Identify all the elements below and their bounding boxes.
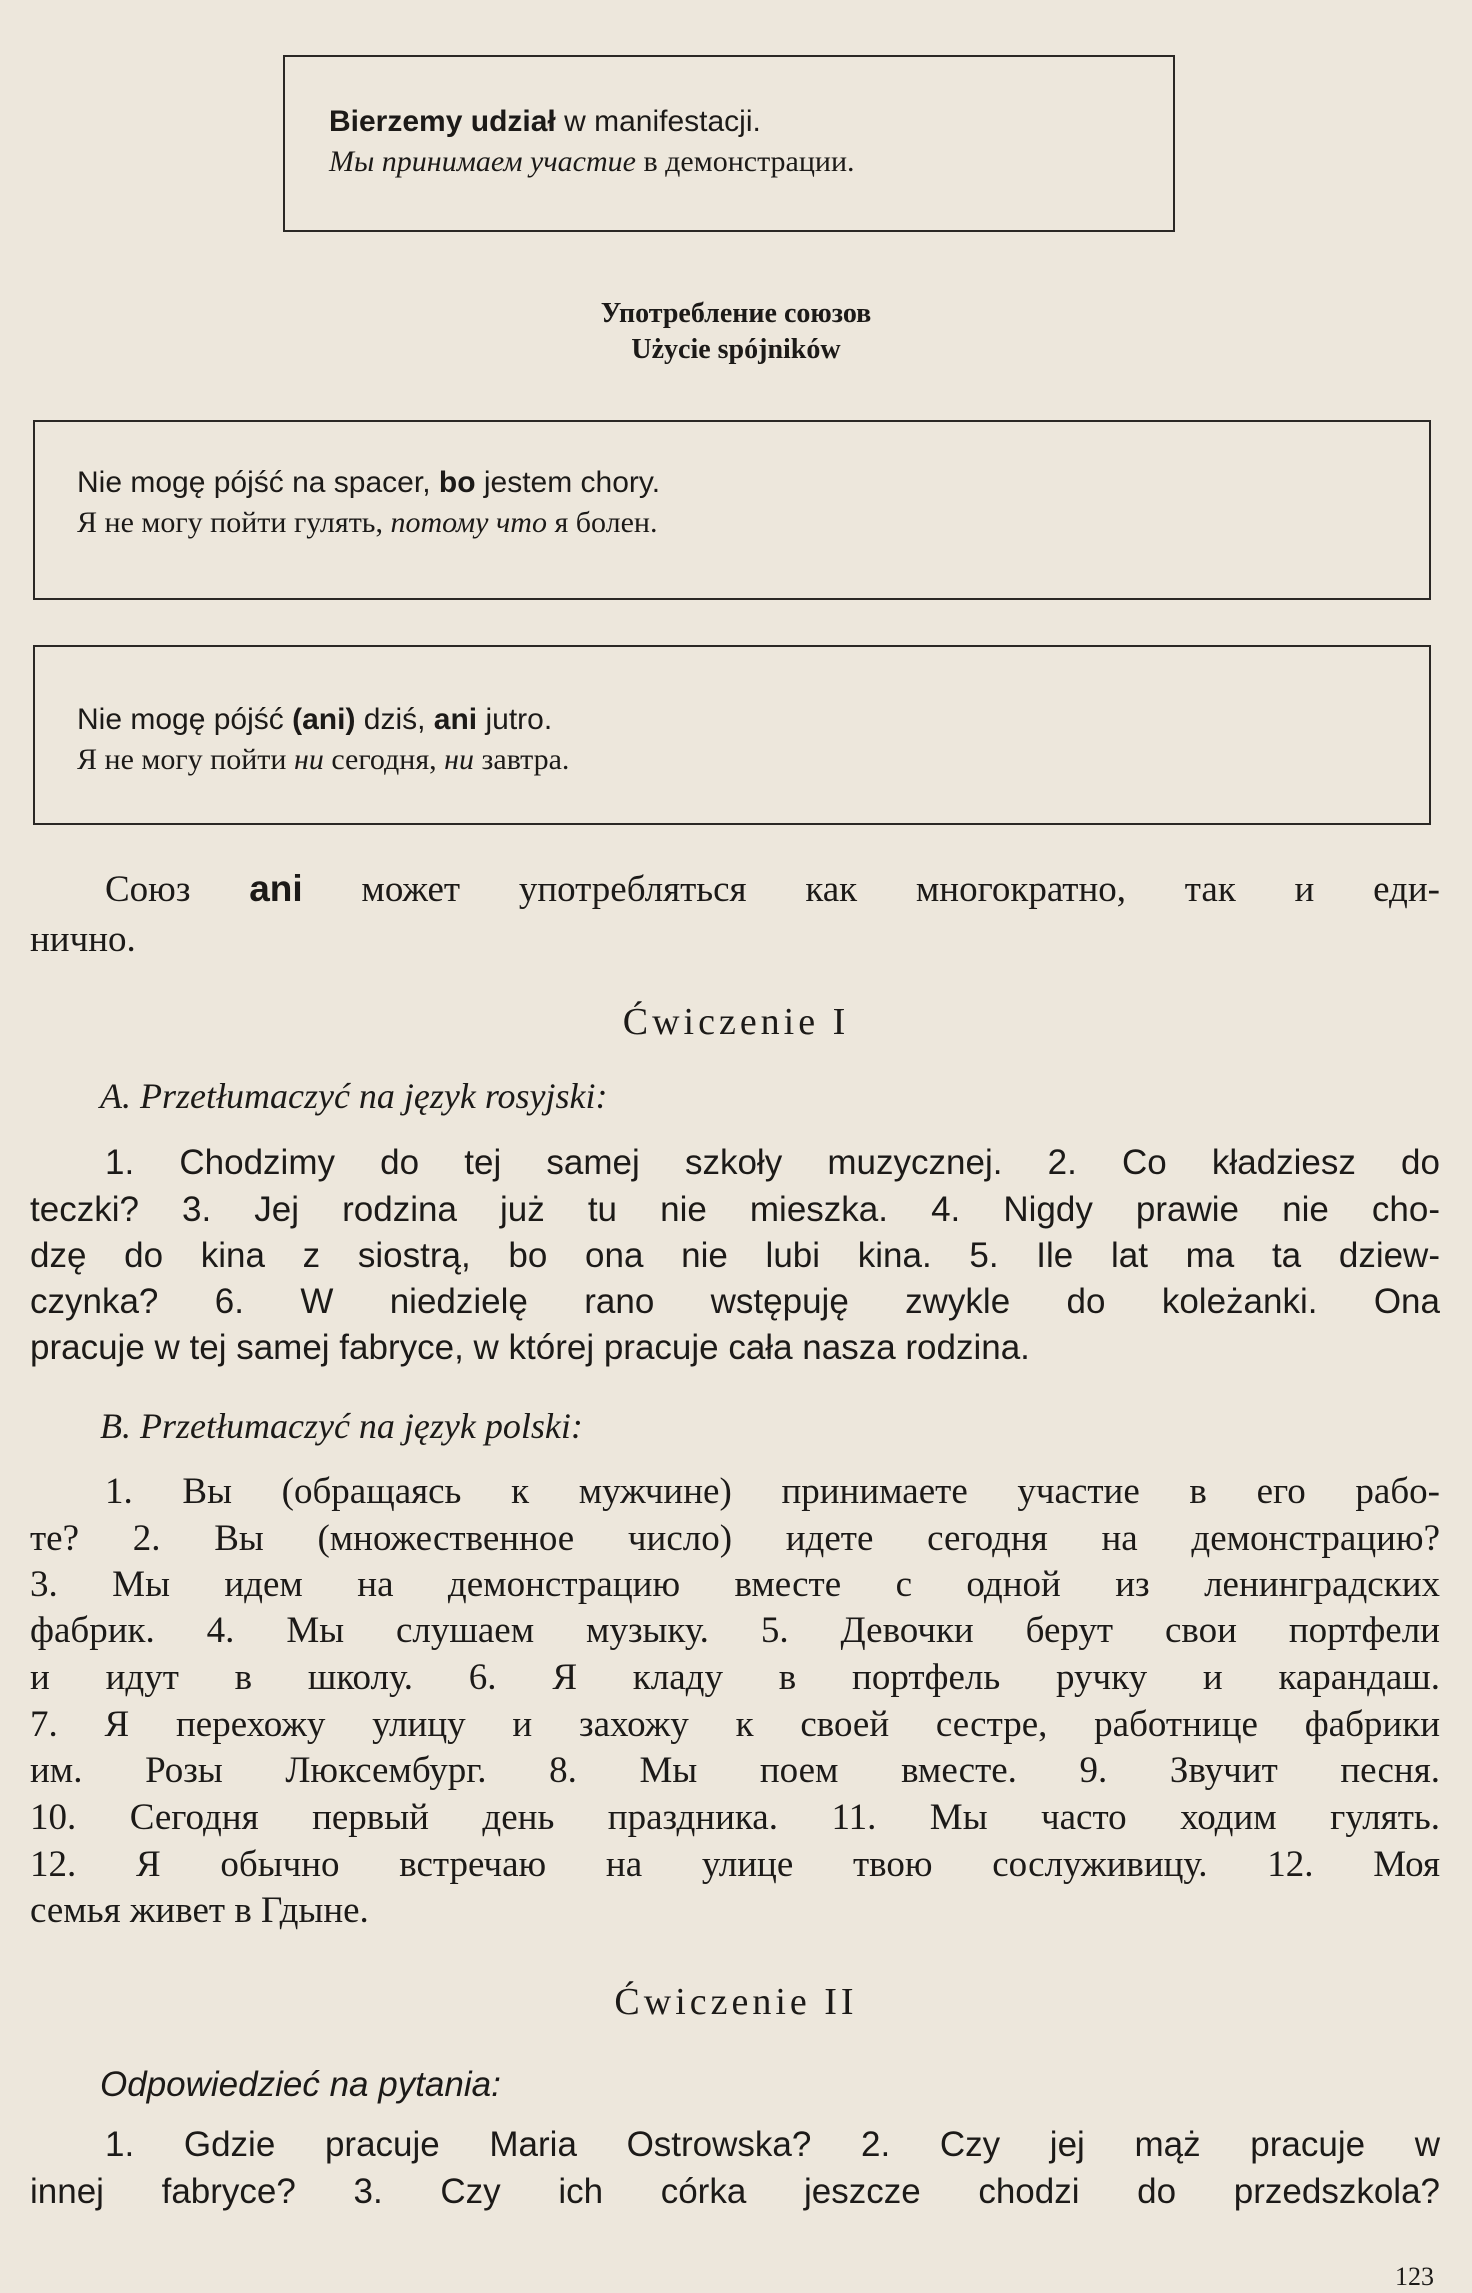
example-russian [77, 506, 657, 540]
example-russian-a: Я не могу пойти [77, 743, 294, 776]
example-russian-italic: Мы принимаем участие [329, 145, 636, 178]
exercise-1-b-line: те? 2. Вы (множественное число) идете сегодня на демонстрацию? [30, 1518, 1440, 1559]
example-polish-c: jutro. [477, 703, 553, 736]
exercise-1-b-line: им. Розы Люксембург. 8. Мы поем вместе. 9. Звучит песня. [30, 1750, 1440, 1791]
note-text-a: Союз [105, 869, 250, 910]
example-russian-b: я болен. [546, 506, 658, 539]
exercise-1-b-line: семья живет в Гдыне. [30, 1890, 369, 1931]
example-polish-a: Nie mogę pójść na spacer, [77, 466, 439, 499]
section-heading-polish: Użycie spójników [631, 334, 841, 365]
exercise-2-title: Ćwiczenie II [614, 1981, 858, 2023]
exercise-1-a-line: teczki? 3. Jej rodzina już tu nie mieszka. 4. Nigdy prawie nie cho- [30, 1190, 1440, 1229]
exercise-2-task: Odpowiedzieć na pytania: [100, 2065, 501, 2104]
exercise-1-a-line: czynka? 6. W niedzielę rano wstępuję zwykle do koleżanki. Ona [30, 1282, 1440, 1321]
example-polish [329, 105, 761, 139]
example-russian-b: сегодня, [323, 743, 445, 776]
example-box-bo [33, 420, 1431, 600]
example-polish-b: jestem chory. [475, 466, 661, 499]
example-polish-bold: bo [438, 466, 476, 499]
exercise-1-b-line: и идут в школу. 6. Я кладу в портфель ручку и карандаш. [30, 1657, 1440, 1698]
example-russian-italic: потому что [390, 506, 547, 539]
exercise-2-line: innej fabryce? 3. Czy ich córka jeszcze chodzi do przedszkola? [30, 2172, 1440, 2211]
exercise-1-b-line: фабрик. 4. Мы слушаем музыку. 5. Девочки берут свои портфели [30, 1610, 1440, 1651]
exercise-1-title: Ćwiczenie I [622, 1001, 850, 1043]
exercise-1-a-line: pracuje w tej samej fabryce, w której pracuje cała nasza rodzina. [30, 1328, 1030, 1367]
exercise-1-b-line: 1. Вы (обращаясь к мужчине) принимаете участие в его рабо- [105, 1471, 1440, 1512]
example-box-ani [33, 645, 1431, 825]
exercise-2-line: 1. Gdzie pracuje Maria Ostrowska? 2. Czy jej mąż pracuje w [105, 2125, 1440, 2164]
exercise-1-b-line: 12. Я обычно встречаю на улице твою сослуживицу. 12. Моя [30, 1844, 1440, 1885]
example-polish-bold-1: (ani) [292, 703, 356, 736]
page-number: 123 [1395, 2262, 1434, 2291]
example-polish-bold: Bierzemy udział [329, 105, 556, 138]
example-russian-italic-2: ни [444, 743, 475, 776]
note-line-1 [105, 868, 1440, 911]
example-russian-italic-1: ни [293, 743, 324, 776]
example-polish [77, 703, 552, 737]
example-polish [77, 466, 660, 500]
example-russian [329, 145, 855, 179]
exercise-1-b-line: 10. Сегодня первый день праздника. 11. Мы часто ходим гулять. [30, 1797, 1440, 1838]
example-polish-bold-2: ani [433, 703, 478, 736]
exercise-1-b-line: 3. Мы идем на демонстрацию вместе с одной из ленинградских [30, 1564, 1440, 1605]
note-line-2: нично. [30, 919, 136, 960]
example-russian [77, 743, 569, 777]
exercise-1-b-line: 7. Я перехожу улицу и захожу к своей сестре, работнице фабрики [30, 1704, 1440, 1745]
note-text-b: может употребляться как многократно, так и еди- [302, 869, 1440, 910]
example-polish-rest: w manifestacji. [555, 105, 761, 138]
section-heading-russian: Употребление союзов [600, 298, 872, 329]
example-russian-a: Я не могу пойти гулять, [77, 506, 391, 539]
note-bold: ani [249, 868, 303, 909]
exercise-1-task-a: A. Przetłumaczyć na język rosyjski: [100, 1076, 608, 1116]
example-polish-a: Nie mogę pójść [77, 703, 293, 736]
example-russian-rest: в демонстрации. [635, 145, 855, 178]
exercise-1-a-line: 1. Chodzimy do tej samej szkoły muzycznej. 2. Co kładziesz do [105, 1143, 1440, 1182]
example-polish-b: dziś, [355, 703, 434, 736]
example-russian-c: завтра. [474, 743, 570, 776]
exercise-1-task-b: B. Przetłumaczyć na język polski: [100, 1406, 583, 1446]
example-box-participation [283, 55, 1175, 232]
exercise-1-a-line: dzę do kina z siostrą, bo ona nie lubi kina. 5. Ile lat ma ta dziew- [30, 1236, 1440, 1275]
